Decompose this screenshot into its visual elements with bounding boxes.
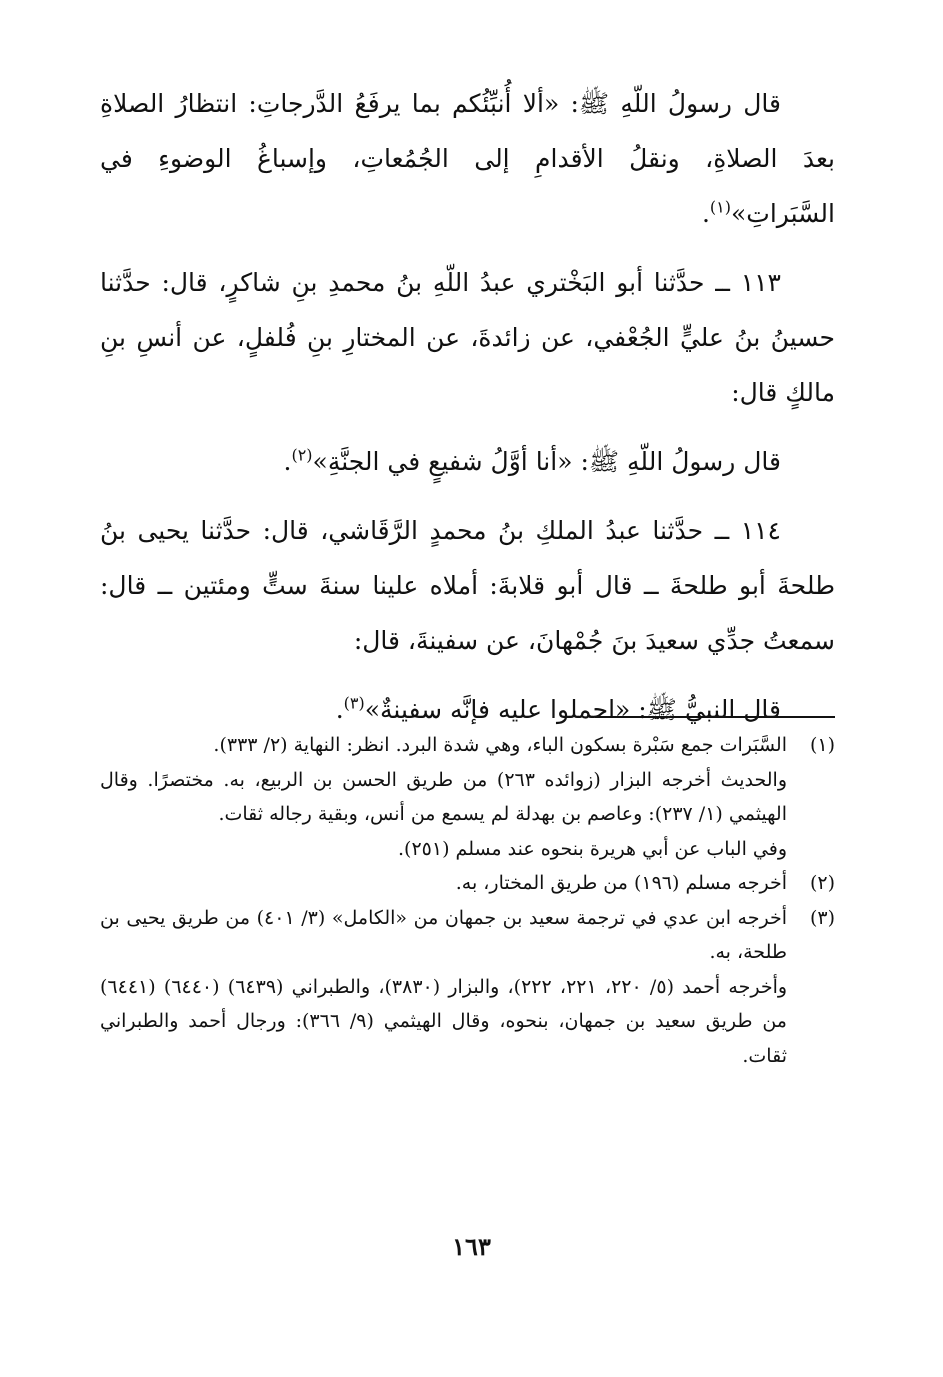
paragraph-text: قال النبيُّ ﷺ: «احملوا عليه فإنَّه سفينةٌ» [364,695,781,724]
footnote-body [100,866,787,901]
footnote-body [100,901,787,970]
footnote-line: والحديث أخرجه البزار (زوائده ٢٦٣) من طريق الحسن بن الربيع، به. مختصرًا. وقال الهيثمي (١/ ٢٣٧): وعاصم بن بهدلة لم يسمع من أنس، وبقية رجاله ثقات. [100,768,787,825]
footnote-line: وأخرجه أحمد (٥/ ٢٢٠، ٢٢١، ٢٢٢)، والبزار (٣٨٣٠)، والطبراني (٦٤٣٩) (٦٤٤٠) (٦٤٤١) من طريق سعيد بن جمهان، بنحوه، وقال الهيثمي (٩/ ٣٦٦): ورجال أحمد والطبراني ثقات. [100,975,788,1067]
paragraph-end: . [335,695,344,724]
footnote-divider [595,716,835,718]
footnote-3 [100,901,835,970]
paragraph-text: ١١٤ ــ حدَّثنا عبدُ الملكِ بنُ محمدٍ الرَّقَاشي، قال: حدَّثنا يحيى بنُ طلحةَ أبو طلحةَ ــ قال أبو قلابةَ: أملاه علينا سنةَ ستٍّ ومئتين ــ قال: سمعتُ جدِّي سعيدَ بنَ جُمْهانَ، عن سفينةَ، قال: [100,516,835,655]
paragraph-text: قال رسولُ اللّهِ ﷺ: «أنا أوَّلُ شفيعٍ في الجنَّةِ» [312,447,781,476]
paragraph-hadith-quote-1 [100,76,835,241]
paragraph-isnad-114 [100,503,835,668]
footnote-line: السَّبَرات جمع سَبْرة بسكون الباء، وهي شدة البرد. انظر: النهاية (٢/ ٣٣٣). [213,734,787,756]
main-text [100,76,835,737]
footnote-line: وفي الباب عن أبي هريرة بنحوه عند مسلم (٢٥١). [398,837,787,860]
paragraph-hadith-quote-2 [100,434,835,489]
footnote-number: (١) [809,734,835,756]
footnote-body [100,728,787,832]
paragraph-end: . [701,199,710,228]
footnote-line: أخرجه مسلم (١٩٦) من طريق المختار، به. [455,872,787,894]
footnote-ref-3: (٣) [343,693,365,713]
footnote-line: أخرجه ابن عدي في ترجمة سعيد بن جمهان من «الكامل» (٣/ ٤٠١) من طريق يحيى بن طلحة، به. [100,906,787,963]
footnote-number: (٢) [809,872,835,894]
footnote-number: (٣) [809,906,835,929]
paragraph-text: قال رسولُ اللّهِ ﷺ: «ألا أُنبِّئُكم بما يرفَعُ الدَّرجاتِ: انتظارُ الصلاةِ بعدَ الصلاةِ، ونقلُ الأقدامِ إلى الجُمُعاتِ، وإسباغُ الوضوءِ في السَّبَراتِ» [100,89,835,228]
page-number: ١٦٣ [452,1232,491,1261]
paragraph-text: ١١٣ ــ حدَّثنا أبو البَخْتري عبدُ اللّهِ بنُ محمدِ بنِ شاكرٍ، قال: حدَّثنا حسينُ بنُ عليٍّ الجُعْفي، عن زائدةَ، عن المختارِ بنِ فُلفلٍ، عن أنسِ بنِ مالكٍ قال: [100,268,835,407]
footnote-2 [100,866,835,901]
paragraph-end: . [283,447,292,476]
paragraph-isnad-113 [100,255,835,420]
footnote-1 [100,728,835,832]
footnote-ref-1: (١) [709,197,732,217]
footnotes-section [100,728,835,1073]
footnote-ref-2: (٢) [291,445,313,465]
